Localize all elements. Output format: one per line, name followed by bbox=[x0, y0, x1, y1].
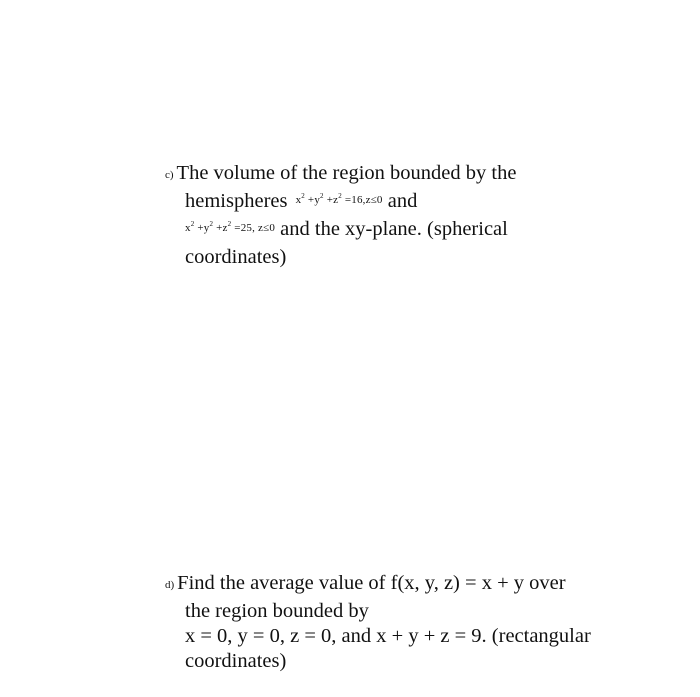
problem-c-line-3-text: and the xy-plane. (spherical bbox=[280, 218, 508, 240]
problem-c-line-2-end: and bbox=[387, 190, 418, 212]
problem-d-line-2-text: the region bounded by bbox=[185, 600, 369, 622]
problem-c-marker: c) bbox=[165, 169, 174, 181]
problem-d-line-3 bbox=[165, 624, 685, 649]
problem-d-line-3-text: x = 0, y = 0, z = 0, and x + y + z = 9. (rectangular bbox=[185, 625, 591, 647]
problem-c-line-2 bbox=[165, 189, 685, 217]
problem-c-line-2-text: hemispheres bbox=[185, 190, 288, 212]
problem-c-line-4-text: coordinates) bbox=[185, 246, 287, 268]
problem-c-line-1-text: The volume of the region bounded by the bbox=[176, 162, 517, 184]
problem-d-line-4-text: coordinates) bbox=[185, 650, 287, 672]
problem-c bbox=[165, 161, 685, 270]
problem-d-line-1-text: Find the average value of f(x, y, z) = x + y over bbox=[177, 572, 566, 594]
problem-c-line-3 bbox=[165, 217, 685, 245]
problem-d-line-2 bbox=[165, 599, 685, 624]
hemisphere-equation-2: $x^2 +y^2 +z^2 =25$, z≤0 bbox=[185, 220, 276, 234]
hemisphere-equation-1: $x^2 +y^2 +z^2 =16,z\le 0$ bbox=[295, 192, 383, 206]
problem-d-marker: d) bbox=[165, 579, 175, 591]
problem-c-line-4 bbox=[165, 245, 685, 270]
problem-d-line-4 bbox=[165, 649, 685, 674]
problem-d bbox=[165, 571, 685, 674]
problem-d-line-1 bbox=[165, 571, 685, 599]
problem-c-line-1 bbox=[165, 161, 685, 189]
